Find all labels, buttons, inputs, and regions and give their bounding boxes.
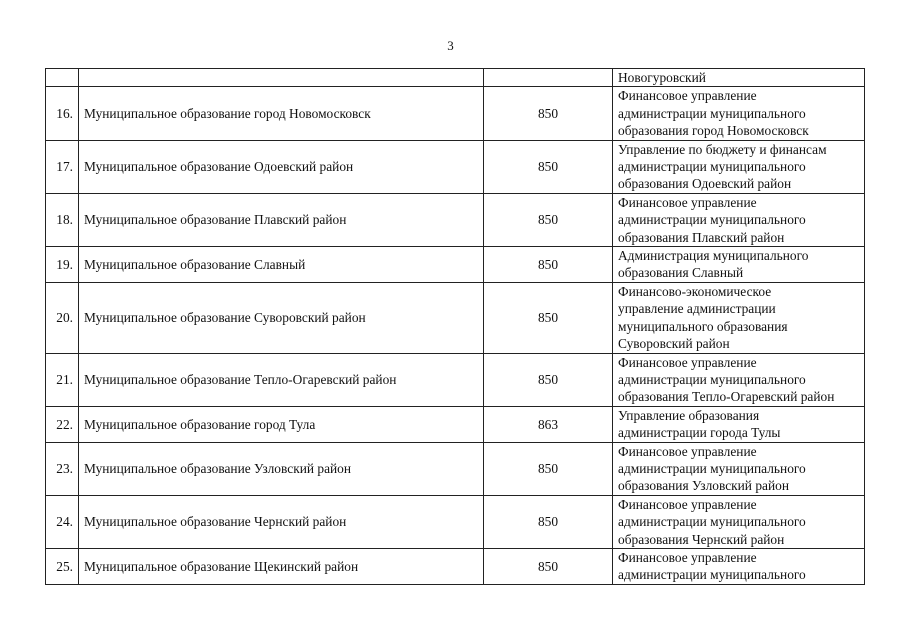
organization-line: Финансовое управление <box>618 194 757 210</box>
organization-line: администрации муниципального <box>618 159 806 175</box>
responsible-organization <box>613 282 865 353</box>
organization-line: образования Славный <box>618 265 744 281</box>
organization-line: администрации муниципального <box>618 371 806 387</box>
organization-line: Финансовое управление <box>618 443 757 459</box>
table-row <box>46 353 865 406</box>
budget-code: 850 <box>484 282 613 353</box>
organization-line: администрации муниципального <box>618 460 806 476</box>
table-row <box>46 140 865 193</box>
organization-line: образования Одоевский район <box>618 176 792 192</box>
organization-line: образования город Новомосковск <box>618 123 809 139</box>
row-number: 17. <box>46 140 79 193</box>
budget-code: 863 <box>484 406 613 442</box>
organization-line: Финансовое управление <box>618 88 757 104</box>
row-number: 25. <box>46 548 79 584</box>
organization-line: администрации муниципального <box>618 105 806 121</box>
table-row <box>46 69 865 87</box>
row-number: 22. <box>46 406 79 442</box>
organization-line: Финансовое управление <box>618 496 757 512</box>
municipality-name: Муниципальное образование город Тула <box>79 406 484 442</box>
organization-line: Финансовое управление <box>618 354 757 370</box>
responsible-organization <box>613 247 865 283</box>
budget-code: 850 <box>484 247 613 283</box>
responsible-organization <box>613 353 865 406</box>
organization-line: администрации муниципального <box>618 212 806 228</box>
municipalities-table <box>45 68 865 585</box>
responsible-organization <box>613 140 865 193</box>
row-number <box>46 69 79 87</box>
responsible-organization <box>613 69 865 87</box>
responsible-organization <box>613 406 865 442</box>
row-number: 19. <box>46 247 79 283</box>
organization-line: управление администрации <box>618 301 776 317</box>
organization-line: Управление образования <box>618 407 760 423</box>
budget-code: 850 <box>484 548 613 584</box>
municipality-name: Муниципальное образование Тепло-Огаревский район <box>79 353 484 406</box>
organization-line: Новогуровский <box>618 70 706 85</box>
organization-line: образования Тепло-Огаревский район <box>618 389 835 405</box>
page-number: 3 <box>447 38 454 53</box>
table-row <box>46 548 865 584</box>
municipality-name: Муниципальное образование Чернский район <box>79 495 484 548</box>
row-number: 16. <box>46 87 79 140</box>
budget-code: 850 <box>484 140 613 193</box>
organization-line: Финансово-экономическое <box>618 283 772 299</box>
budget-code: 850 <box>484 193 613 246</box>
municipality-name: Муниципальное образование город Новомосковск <box>79 87 484 140</box>
table-body <box>46 69 865 585</box>
budget-code <box>484 69 613 87</box>
organization-line: образования Плавский район <box>618 229 785 245</box>
responsible-organization <box>613 548 865 584</box>
responsible-organization <box>613 442 865 495</box>
budget-code: 850 <box>484 442 613 495</box>
table-row <box>46 282 865 353</box>
table-row <box>46 87 865 140</box>
row-number: 21. <box>46 353 79 406</box>
municipality-name: Муниципальное образование Узловский район <box>79 442 484 495</box>
responsible-organization <box>613 87 865 140</box>
table-row <box>46 193 865 246</box>
budget-code: 850 <box>484 495 613 548</box>
table-row <box>46 247 865 283</box>
municipality-name: Муниципальное образование Одоевский район <box>79 140 484 193</box>
organization-line: Финансовое управление <box>618 549 757 565</box>
municipality-name: Муниципальное образование Суворовский район <box>79 282 484 353</box>
municipality-name: Муниципальное образование Щекинский район <box>79 548 484 584</box>
municipality-name <box>79 69 484 87</box>
responsible-organization <box>613 495 865 548</box>
row-number: 20. <box>46 282 79 353</box>
row-number: 23. <box>46 442 79 495</box>
row-number: 18. <box>46 193 79 246</box>
municipality-name: Муниципальное образование Славный <box>79 247 484 283</box>
budget-code: 850 <box>484 353 613 406</box>
organization-line: образования Чернский район <box>618 531 785 547</box>
organization-line: администрации города Тулы <box>618 425 781 441</box>
table-row <box>46 495 865 548</box>
organization-line: администрации муниципального <box>618 567 806 583</box>
organization-line: муниципального образования <box>618 318 788 334</box>
organization-line: образования Узловский район <box>618 478 789 494</box>
organization-line: администрации муниципального <box>618 514 806 530</box>
budget-code: 850 <box>484 87 613 140</box>
organization-line: Администрация муниципального <box>618 248 809 264</box>
table-row <box>46 442 865 495</box>
responsible-organization <box>613 193 865 246</box>
organization-line: Управление по бюджету и финансам <box>618 141 827 157</box>
row-number: 24. <box>46 495 79 548</box>
organization-line: Суворовский район <box>618 336 730 352</box>
table-row <box>46 406 865 442</box>
municipality-name: Муниципальное образование Плавский район <box>79 193 484 246</box>
